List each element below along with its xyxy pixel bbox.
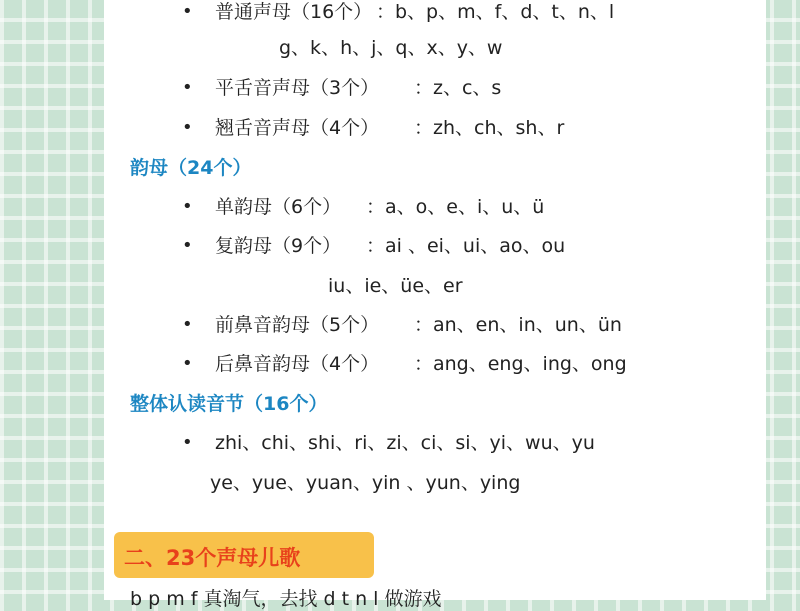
item-value: ：b、p、m、f、d、t、n、l (376, 1, 615, 23)
bullet: • (182, 314, 193, 335)
item-label: 后鼻音韵母（4个） (215, 353, 380, 375)
rhyme-line: b p m f 真淘气，去找 d t n l 做游戏 (130, 588, 442, 610)
banner-title: 二、23个声母儿歌 (124, 546, 301, 570)
bullet: • (182, 1, 193, 22)
bullet: • (182, 117, 193, 138)
bullet: • (182, 432, 193, 453)
item-value: ：zh、ch、sh、r (414, 117, 565, 139)
bullet: • (182, 235, 193, 256)
item-value: zhi、chi、shi、ri、zi、ci、si、yi、wu、yu (215, 432, 595, 454)
item-value: ：an、en、in、un、ün (414, 314, 622, 336)
item-label: 翘舌音声母（4个） (215, 117, 380, 139)
item-value-continued: iu、ie、üe、er (328, 275, 463, 297)
item-value: ：ang、eng、ing、ong (414, 353, 627, 375)
item-label: 平舌音声母（3个） (215, 77, 380, 99)
section-title-finals: 韵母（24个） (130, 157, 252, 179)
item-value: ：a、o、e、i、u、ü (366, 196, 545, 218)
item-value: ：ai 、ei、ui、ao、ou (366, 235, 566, 257)
document-page (104, 0, 766, 610)
item-value-continued: g、k、h、j、q、x、y、w (279, 37, 503, 59)
section-banner (114, 532, 374, 578)
item-label: 普通声母（16个） (215, 1, 373, 23)
item-label: 单韵母（6个） (215, 196, 342, 218)
bullet: • (182, 353, 193, 374)
item-label: 复韵母（9个） (215, 235, 342, 257)
bullet: • (182, 77, 193, 98)
item-value-continued: ye、yue、yuan、yin 、yun、ying (210, 472, 521, 494)
bullet: • (182, 196, 193, 217)
item-value: ：z、c、s (414, 77, 502, 99)
section-title-whole-syllables: 整体认读音节（16个） (130, 393, 328, 415)
item-label: 前鼻音韵母（5个） (215, 314, 380, 336)
